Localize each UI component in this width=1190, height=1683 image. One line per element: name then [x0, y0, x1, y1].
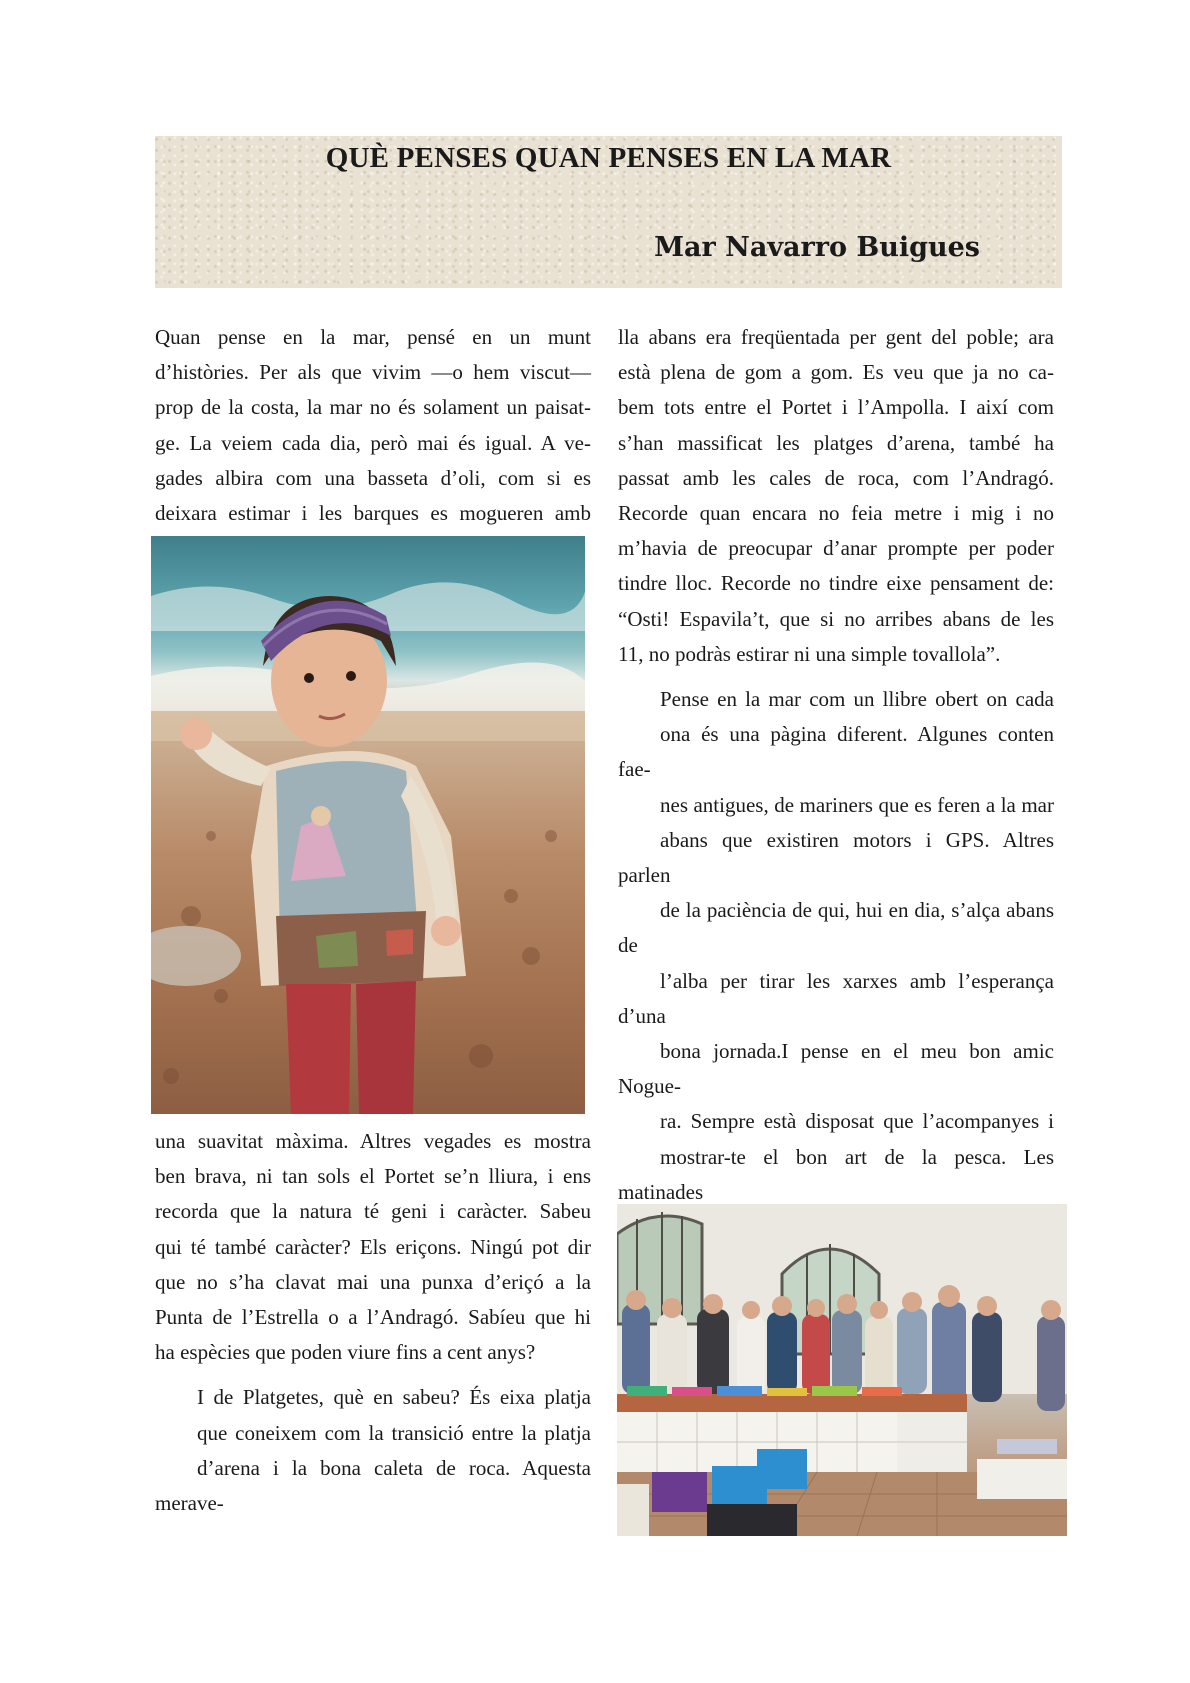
- text-line: d’històries. Per als que vivim —o hem viscut—: [155, 360, 591, 385]
- text-line: d’arena i la bona caleta de roca. Aquesta merave-: [155, 1455, 591, 1516]
- text-line: de la paciència de qui, hui en dia, s’alça abans de: [618, 898, 1054, 958]
- paragraph: [618, 320, 1054, 672]
- text-line: una suavitat màxima. Altres vegades es mostra: [155, 1129, 591, 1153]
- text-line: ge. La veiem cada dia, però mai és igual. A ve-: [155, 430, 591, 455]
- text-line: tindre lloc. Recorde no tindre eixe pensament de:: [618, 571, 1054, 596]
- text-line: gades albira com una basseta d’oli, com si es: [155, 465, 591, 490]
- text-line: Pense en la mar com un llibre obert on cada: [660, 687, 1054, 712]
- text-line: nes antigues, de mariners que es feren a la mar: [660, 792, 1054, 817]
- text-line: 11, no podràs estirar ni una simple tovallola”.: [618, 641, 1001, 666]
- text-line: abans que existiren motors i GPS. Altres parlen: [618, 827, 1054, 888]
- text-line: Recorde quan encara no feia metre i mig i no: [618, 501, 1054, 526]
- text-line: qui té també caràcter? Els eriçons. Ningú pot dir: [155, 1234, 591, 1259]
- paragraph: [155, 320, 591, 531]
- text-line: passat amb les cales de roca, com l’Andragó.: [618, 465, 1054, 490]
- paragraph: [155, 1380, 591, 1521]
- text-line: prop de la costa, la mar no és solament un paisat-: [155, 395, 591, 420]
- text-line: lla abans era freqüentada per gent del poble; ara: [618, 325, 1054, 349]
- text-line: ben brava, ni tan sols el Portet se’n lliura, i ens: [155, 1164, 591, 1189]
- text-line: recorda que la natura té geni i caràcter. Sabeu: [155, 1199, 591, 1224]
- text-line: que coneixem com la transició entre la platja: [197, 1420, 591, 1445]
- text-line: I de Platgetes, què en sabeu? És eixa platja: [197, 1385, 591, 1410]
- article-title: QUÈ PENSES QUAN PENSES EN LA MAR: [325, 142, 892, 174]
- text-line: s’han massificat les platges d’arena, també ha: [618, 430, 1054, 455]
- article-author: Mar Navarro Buigues: [654, 232, 980, 263]
- text-line: mostrar-te el bon art de la pesca. Les matinades: [618, 1144, 1054, 1204]
- text-line: bem tots entre el Portet i l’Ampolla. I així com: [618, 395, 1054, 420]
- text-line: que no s’ha clavat mai una punxa d’eriçó a la: [155, 1269, 591, 1294]
- text-line: està plena de gom a gom. Es veu que ja no ca-: [618, 360, 1054, 385]
- text-line: m’havia de preocupar d’anar prompte per poder: [618, 536, 1054, 561]
- text-line: Quan pense en la mar, pensé en un munt: [155, 325, 591, 349]
- left-column-bottom: [155, 1124, 591, 1521]
- header-band: [155, 136, 1062, 288]
- text-line: l’alba per tirar les xarxes amb l’esperança d’una: [618, 968, 1054, 1028]
- fish-market-photo: [617, 1204, 1067, 1536]
- text-line: ra. Sempre està disposat que l’acompanyes i: [660, 1109, 1054, 1134]
- text-line: “Osti! Espavila’t, que si no arribes abans de les: [618, 606, 1054, 631]
- left-column-top: [155, 320, 591, 531]
- text-line: deixara estimar i les barques es mogueren amb: [155, 501, 591, 526]
- text-line: bona jornada.I pense en el meu bon amic Noguе-: [618, 1039, 1054, 1099]
- text-line: ona és una pàgina diferent. Algunes conten fae-: [618, 722, 1054, 782]
- text-line: Punta de l’Estrella o a l’Andragó. Sabíeu que hi: [155, 1305, 591, 1330]
- beach-girl-photo: [151, 536, 585, 1114]
- text-line: ha espècies que poden viure fins a cent anys?: [155, 1340, 536, 1365]
- paragraph-continued: [155, 1124, 591, 1370]
